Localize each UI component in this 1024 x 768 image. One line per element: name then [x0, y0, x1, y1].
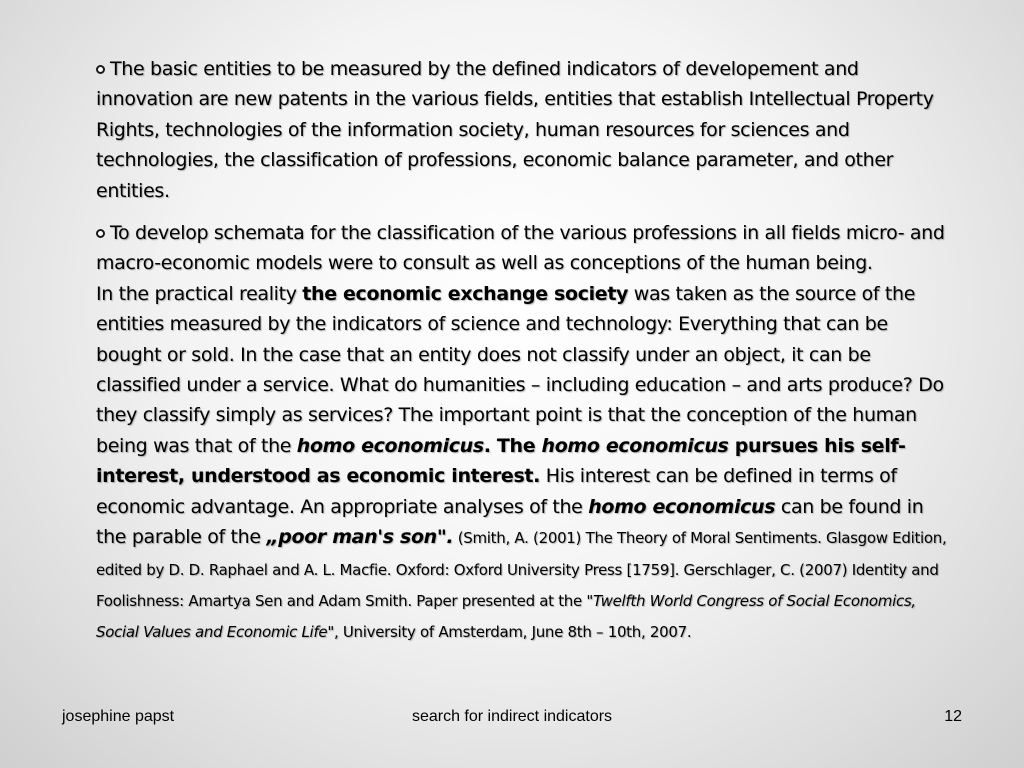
text-segment: was taken as the source of the entities measured by the indicators of science and technology: Everything that can be bought or sold. In the case that an entity does not classify under an object, it can be classified under a service. What do humanities – including education – and arts produce? Do they classify simply as services? The important point is that the conception of the human being was that of the [96, 282, 944, 457]
bold-text-segment: . The [483, 434, 542, 457]
slide-body [96, 54, 956, 648]
bullet-paragraph-schemata [96, 218, 956, 279]
reference-italic-congress: "Twelfth World Congress of Social Economics, Social Values and Economic Life" [96, 591, 916, 642]
bold-italic-poor-mans-son: „poor man's son". [266, 526, 454, 549]
reference-text: , University of Amsterdam, June 8th – 10th, 2007. [333, 623, 692, 642]
bold-text-self-interest: pursues his self-interest, understood as economic interest. [96, 434, 906, 488]
bullet-paragraph-entities [96, 54, 956, 206]
paragraph-practical-reality [96, 279, 956, 648]
bold-italic-homo-economicus: homo economicus [541, 434, 729, 457]
text-segment: can be found in the parable of the [96, 495, 924, 549]
bold-phrase-exchange-society: the economic exchange society [302, 282, 629, 305]
text-segment: In the practical reality [96, 282, 303, 305]
bold-italic-homo-economicus: homo economicus [296, 434, 484, 457]
bullet-text-schemata: To develop schemata for the classification of the various professions in all fields micro- and macro-economic models were to consult as well as conceptions of the human being. [96, 222, 945, 275]
bullet-circle-icon [96, 229, 105, 238]
bullet-circle-icon [96, 65, 105, 74]
footer-title: search for indirect indicators [411, 708, 613, 725]
reference-text: (Smith, A. (2001) The Theory of Moral Sentiments. Glasgow Edition, edited by D. D. Raphael and A. L. Macfie. Oxford: Oxford University Press [1759]. Gerschlager, C. (2007) Identity and Foolishness: Amartya Sen and Adam Smith. Paper presented at the [96, 529, 947, 610]
footer-author: josephine papst [62, 708, 175, 725]
text-segment: His interest can be defined in terms of economic advantage. An appropriate analyses of the [96, 465, 897, 518]
bold-italic-homo-economicus: homo economicus [588, 495, 776, 518]
footer-page-number: 12 [944, 708, 962, 725]
bullet-text-entities: The basic entities to be measured by the defined indicators of developement and innovation are new patents in the various fields, entities that establish Intellectual Property Rights, technologies of the information society, human resources for sciences and technologies, the classification of professions, economic balance parameter, and other entities. [96, 58, 934, 202]
